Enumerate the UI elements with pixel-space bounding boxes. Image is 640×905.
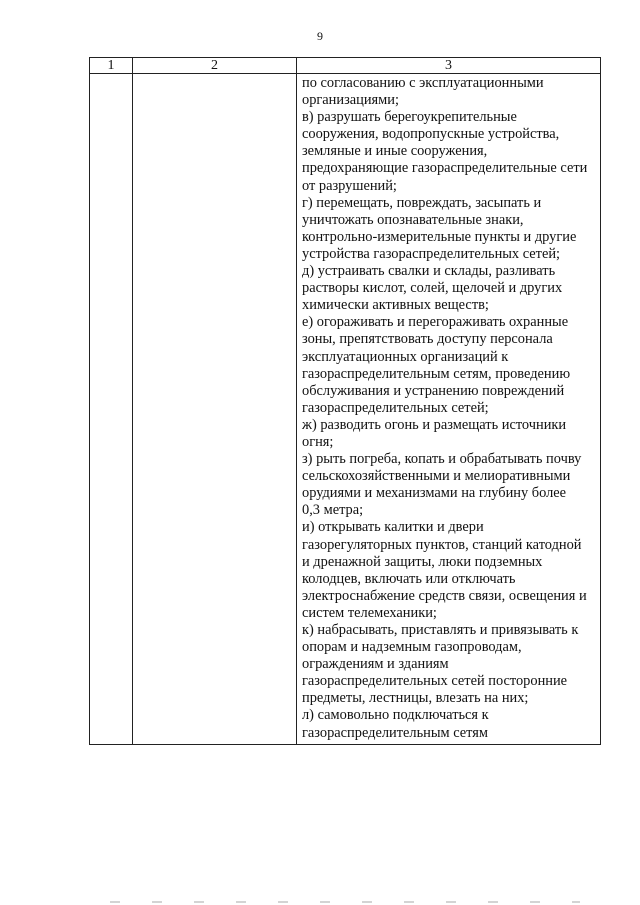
column-header-1: 1 (90, 58, 133, 74)
text-line: систем телемеханики; (302, 604, 437, 621)
text-line: по согласованию с эксплуатационными (302, 75, 544, 91)
text-line: в) разрушать берегоукрепительные (302, 109, 517, 126)
text-line: устройства газораспределительных сетей; (302, 245, 561, 262)
column-3-text (297, 74, 600, 744)
page-number: 9 (317, 29, 323, 43)
text-line: л) самовольно подключаться к (302, 707, 489, 724)
text-line: ж) разводить огонь и размещать источники (302, 416, 567, 433)
column-1-cell (90, 74, 133, 745)
text-line: 0,3 метра; (302, 502, 364, 519)
column-header-3: 3 (297, 58, 601, 74)
text-line: д) устраивать свалки и склады, разливать (302, 263, 556, 280)
text-line: орудиями и механизмами на глубину более (302, 485, 567, 502)
text-line: газораспределительным сетям (302, 724, 489, 741)
text-line: г) перемещать, повреждать, засыпать и (302, 194, 542, 211)
footer-scan-artifact (110, 901, 580, 903)
text-line: газораспределительных сетей; (302, 399, 489, 416)
text-line: обслуживания и устранению повреждений (302, 382, 565, 399)
text-line: газораспределительным сетям, проведению (302, 365, 571, 382)
column-2-cell (133, 74, 297, 745)
text-line: огня; (302, 433, 334, 450)
text-line: эксплуатационных организаций к (302, 348, 509, 365)
text-line: земляные и иные сооружения, (302, 143, 488, 160)
table-header-row (90, 58, 601, 74)
text-line: организациями; (302, 92, 399, 109)
text-line: газораспределительных сетей посторонние (302, 673, 568, 690)
text-line: зоны, препятствовать доступу персонала (302, 331, 553, 348)
document-table (89, 57, 601, 745)
text-line: е) огораживать и перегораживать охранные (302, 314, 569, 331)
text-line: от разрушений; (302, 177, 397, 194)
text-line: электроснабжение средств связи, освещения и (302, 587, 587, 604)
text-line: сооружения, водопропускные устройства, (302, 126, 560, 143)
text-line: ограждениям и зданиям (302, 656, 449, 673)
table-row (90, 74, 601, 745)
text-line: предохраняющие газораспределительные сети (302, 160, 588, 177)
text-line: з) рыть погреба, копать и обрабатывать почву (302, 451, 582, 468)
text-line: к) набрасывать, приставлять и привязывать к (302, 622, 579, 638)
text-line: уничтожать опознавательные знаки, (302, 211, 524, 228)
text-line: колодцев, включать или отключать (302, 570, 516, 587)
text-line: и дренажной защиты, люки подземных (302, 553, 543, 570)
text-line: химически активных веществ; (302, 297, 489, 314)
text-line: контрольно-измерительные пункты и другие (302, 228, 577, 245)
text-line: газорегуляторных пунктов, станций катодной (302, 536, 582, 553)
column-3-cell (297, 74, 601, 745)
text-line: растворы кислот, солей, щелочей и других (302, 280, 563, 297)
column-header-2: 2 (133, 58, 297, 74)
text-line: и) открывать калитки и двери (302, 519, 484, 536)
text-line: опорам и надземным газопроводам, (302, 639, 522, 656)
text-line: предметы, лестницы, влезать на них; (302, 690, 529, 707)
text-line: сельскохозяйственными и мелиоративными (302, 468, 571, 485)
